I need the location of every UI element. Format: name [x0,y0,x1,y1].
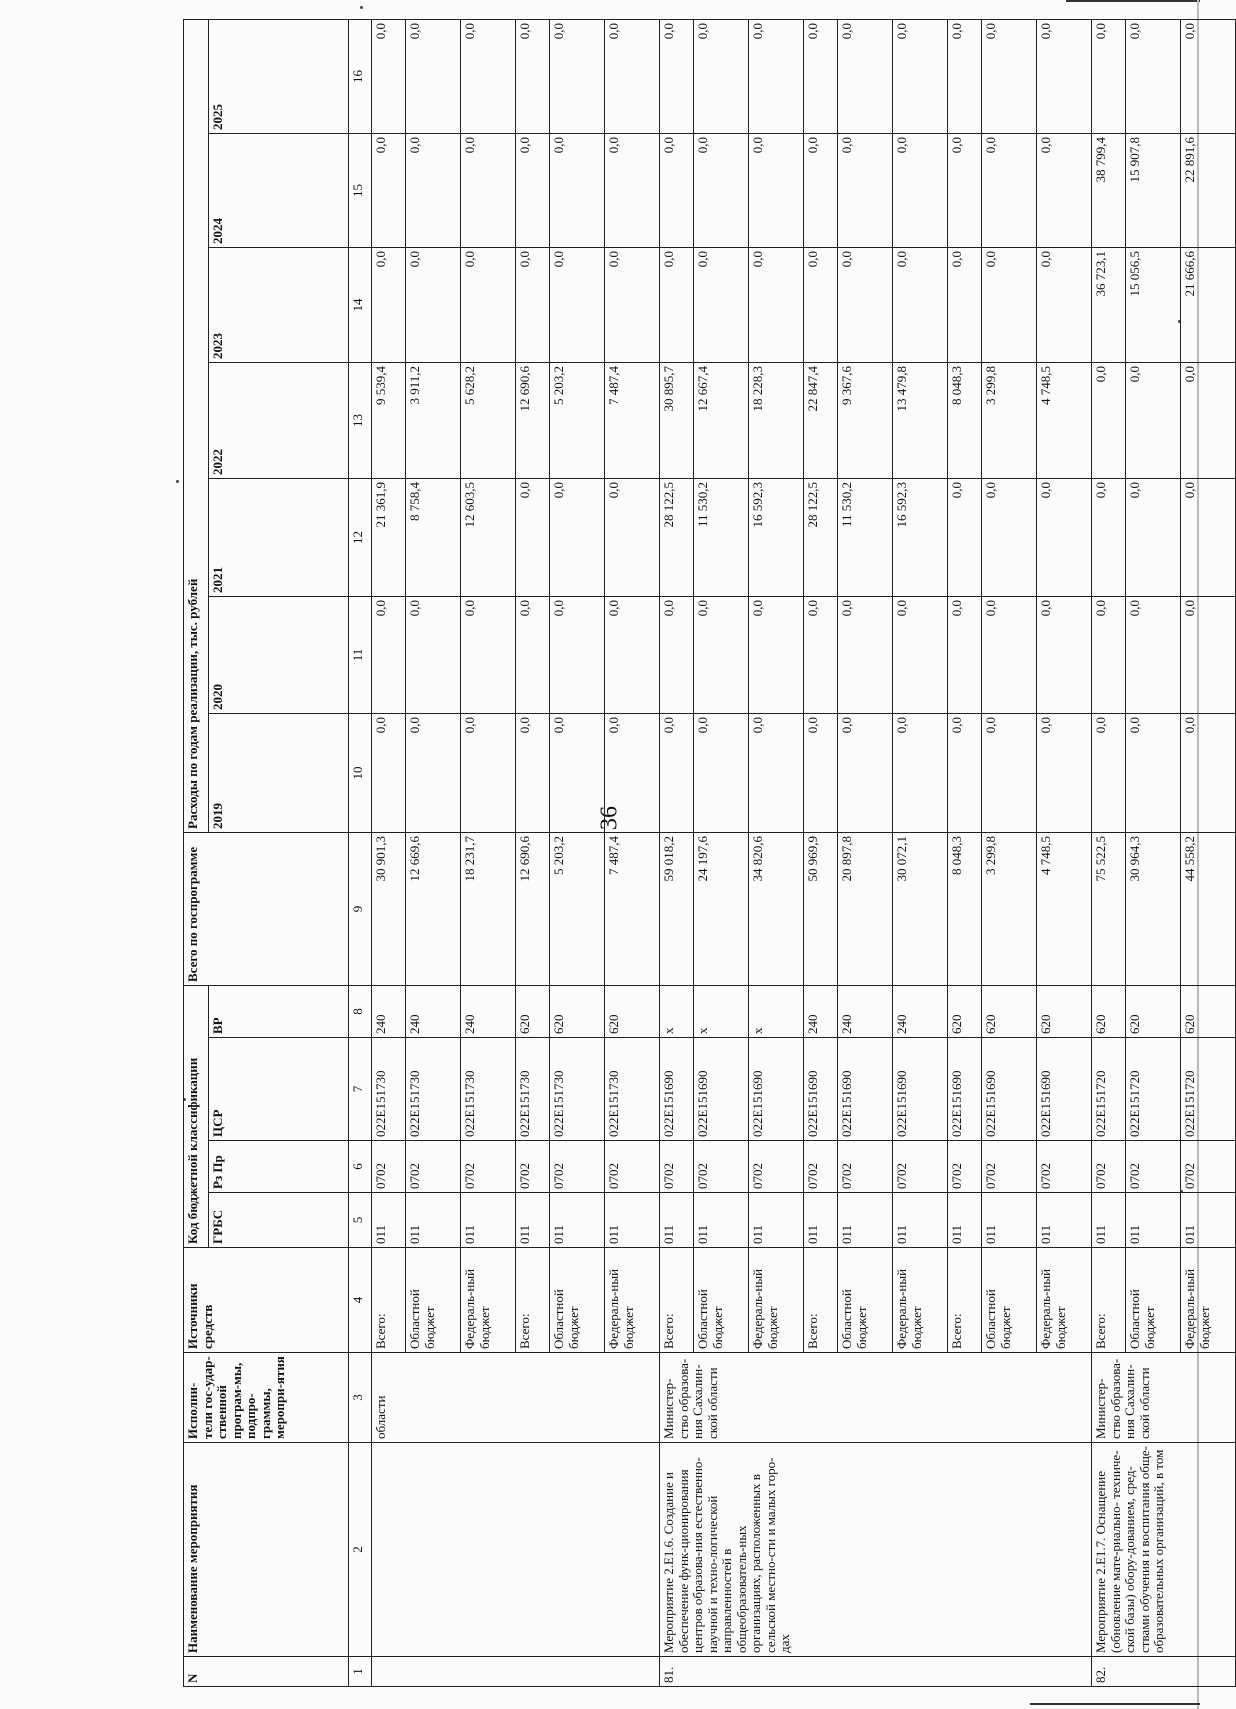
column-number: 1 [349,1657,372,1687]
cell-grbs: 011 [516,1193,550,1248]
cell-rzpr: 0702 [982,1141,1037,1193]
cell-source: Всего: [1092,1248,1126,1353]
cell-y2021: 28 122,5 [804,478,838,596]
cell-y2020: 0,0 [893,596,948,713]
cell-y2023: 0,0 [948,247,982,362]
table-row [372,19,406,1686]
cell-csr: 022E151720 [1126,1038,1181,1141]
header-executors: Исполни-тели гос-удар-ственной програм-мы, подпро-граммы, меропри-ятия [184,1353,349,1443]
cell-row-number [372,1657,660,1687]
cell-csr: 022E151690 [804,1038,838,1141]
cell-csr: 022E151730 [372,1038,406,1141]
cell-y2021: 11 530,2 [838,478,893,596]
cell-y2020: 0,0 [660,596,694,713]
cell-y2024: 0,0 [461,133,516,247]
cell-rzpr: 0702 [372,1141,406,1193]
cell-source: Федераль-ный бюджет [1037,1248,1092,1353]
cell-grbs: 011 [749,1193,804,1248]
cell-rzpr: 0702 [948,1141,982,1193]
cell-y2019: 0,0 [1181,713,1236,832]
cell-total: 4 748,5 [1037,832,1092,985]
cell-vr: 240 [372,985,406,1037]
cell-y2025: 0,0 [1037,19,1092,133]
cell-y2021: 16 592,3 [893,478,948,596]
cell-total: 50 969,9 [804,832,838,985]
cell-y2019: 0,0 [461,713,516,832]
cell-source: Всего: [660,1248,694,1353]
cell-y2025: 0,0 [694,19,749,133]
cell-vr: 240 [804,985,838,1037]
scan-speck [176,480,179,483]
table-row [660,19,694,1686]
scan-edge-line [1030,1703,1200,1705]
cell-grbs: 011 [1181,1193,1236,1248]
cell-y2020: 0,0 [982,596,1037,713]
cell-y2022: 9 539,4 [372,362,406,478]
header-year: 2022 [209,362,349,478]
cell-total: 12 669,6 [406,832,461,985]
cell-y2019: 0,0 [660,713,694,832]
cell-y2024: 0,0 [804,133,838,247]
cell-source: Федераль-ный бюджет [893,1248,948,1353]
cell-y2023: 0,0 [804,247,838,362]
cell-y2025: 0,0 [1092,19,1126,133]
cell-y2023: 0,0 [893,247,948,362]
cell-y2022: 0,0 [1181,362,1236,478]
header-vr: ВР [209,985,349,1037]
cell-rzpr: 0702 [461,1141,516,1193]
cell-grbs: 011 [550,1193,605,1248]
cell-vr: 240 [838,985,893,1037]
cell-y2022: 7 487,4 [605,362,660,478]
cell-grbs: 011 [804,1193,838,1248]
cell-source: Областной бюджет [838,1248,893,1353]
cell-csr: 022E151730 [406,1038,461,1141]
cell-y2021: 28 122,5 [660,478,694,596]
cell-y2023: 0,0 [694,247,749,362]
cell-measure-name [372,1443,660,1657]
cell-csr: 022E151690 [948,1038,982,1141]
cell-y2020: 0,0 [804,596,838,713]
cell-y2025: 0,0 [804,19,838,133]
cell-y2022: 0,0 [1126,362,1181,478]
header-year: 2019 [209,713,349,832]
cell-rzpr: 0702 [1037,1141,1092,1193]
cell-y2024: 0,0 [749,133,804,247]
cell-grbs: 011 [838,1193,893,1248]
cell-vr: 620 [982,985,1037,1037]
cell-csr: 022E151690 [749,1038,804,1141]
header-year: 2021 [209,478,349,596]
cell-rzpr: 0702 [605,1141,660,1193]
cell-y2021: 0,0 [982,478,1037,596]
cell-total: 75 522,5 [1092,832,1126,985]
cell-executor: области [372,1353,660,1443]
cell-y2022: 5 203,2 [550,362,605,478]
cell-rzpr: 0702 [406,1141,461,1193]
cell-y2021: 0,0 [605,478,660,596]
header-csr: ЦСР [209,1038,349,1141]
scan-speck [360,6,363,9]
header-name: Наименование мероприятия [184,1443,349,1657]
header-year: 2024 [209,133,349,247]
cell-total: 34 820,6 [749,832,804,985]
cell-y2021: 0,0 [1092,478,1126,596]
cell-grbs: 011 [982,1193,1037,1248]
cell-y2022: 18 228,3 [749,362,804,478]
cell-y2025: 0,0 [982,19,1037,133]
cell-total: 44 558,2 [1181,832,1236,985]
column-number: 16 [349,19,372,133]
cell-total: 30 072,1 [893,832,948,985]
cell-y2022: 4 748,5 [1037,362,1092,478]
cell-y2024: 0,0 [1037,133,1092,247]
cell-grbs: 011 [461,1193,516,1248]
cell-total: 30 964,3 [1126,832,1181,985]
column-number: 2 [349,1443,372,1657]
cell-y2024: 38 799,4 [1092,133,1126,247]
cell-y2024: 0,0 [893,133,948,247]
cell-y2025: 0,0 [605,19,660,133]
cell-y2021: 0,0 [1181,478,1236,596]
table-body [372,19,1236,1686]
cell-y2019: 0,0 [1092,713,1126,832]
column-number-row [349,19,372,1686]
cell-y2022: 5 628,2 [461,362,516,478]
column-number: 13 [349,362,372,478]
cell-rzpr: 0702 [838,1141,893,1193]
cell-y2020: 0,0 [1092,596,1126,713]
cell-executor: Министер-ство образова-ния Сахалин-ской области [660,1353,1092,1443]
cell-y2024: 0,0 [694,133,749,247]
column-number: 14 [349,247,372,362]
cell-y2023: 0,0 [550,247,605,362]
cell-total: 30 901,3 [372,832,406,985]
cell-y2020: 0,0 [948,596,982,713]
cell-y2019: 0,0 [1037,713,1092,832]
cell-y2019: 0,0 [1126,713,1181,832]
header-budget-code: Код бюджетной классификации [184,985,209,1247]
cell-csr: 022E151730 [605,1038,660,1141]
cell-y2025: 0,0 [406,19,461,133]
cell-measure-name: Мероприятие 2.E1.7. Оснащение (обновление мате-риально- техниче-ской базы) обору-дованием, сред-ствами обучения и воспитания обще-образовательных организаций, в том [1092,1443,1236,1657]
cell-total: 20 897,8 [838,832,893,985]
cell-y2021: 12 603,5 [461,478,516,596]
cell-vr: х [749,985,804,1037]
cell-y2024: 0,0 [516,133,550,247]
cell-y2019: 0,0 [605,713,660,832]
cell-y2019: 0,0 [838,713,893,832]
cell-y2021: 21 361,9 [372,478,406,596]
cell-y2022: 12 667,4 [694,362,749,478]
cell-y2025: 0,0 [749,19,804,133]
cell-y2019: 0,0 [948,713,982,832]
cell-source: Всего: [516,1248,550,1353]
cell-vr: х [660,985,694,1037]
cell-source: Областной бюджет [1126,1248,1181,1353]
header-total: Всего по госпрограмме [184,832,349,985]
cell-y2020: 0,0 [1181,596,1236,713]
header-grbs: ГРБС [209,1193,349,1248]
cell-source: Всего: [948,1248,982,1353]
cell-y2024: 0,0 [838,133,893,247]
cell-rzpr: 0702 [1181,1141,1236,1193]
cell-vr: х [694,985,749,1037]
cell-y2023: 15 056,5 [1126,247,1181,362]
cell-total: 5 203,2 [550,832,605,985]
cell-y2020: 0,0 [605,596,660,713]
cell-grbs: 011 [372,1193,406,1248]
cell-y2019: 0,0 [804,713,838,832]
cell-y2023: 0,0 [516,247,550,362]
cell-y2024: 0,0 [550,133,605,247]
column-number: 11 [349,596,372,713]
cell-y2024: 0,0 [406,133,461,247]
cell-y2022: 22 847,4 [804,362,838,478]
cell-y2023: 0,0 [461,247,516,362]
header-expenses: Расходы по годам реализации, тыс. рублей [184,19,209,832]
cell-y2023: 0,0 [406,247,461,362]
scan-edge-line [1066,0,1200,2]
cell-source: Областной бюджет [550,1248,605,1353]
cell-y2025: 0,0 [516,19,550,133]
cell-y2024: 0,0 [605,133,660,247]
cell-total: 3 299,8 [982,832,1037,985]
column-number: 10 [349,713,372,832]
cell-csr: 022E151690 [1037,1038,1092,1141]
cell-y2020: 0,0 [406,596,461,713]
cell-csr: 022E151690 [660,1038,694,1141]
cell-vr: 620 [1126,985,1181,1037]
cell-vr: 240 [406,985,461,1037]
cell-y2023: 0,0 [838,247,893,362]
cell-rzpr: 0702 [804,1141,838,1193]
cell-csr: 022E151730 [516,1038,550,1141]
column-number: 6 [349,1141,372,1193]
budget-table [183,19,1236,1687]
cell-y2019: 0,0 [893,713,948,832]
cell-csr: 022E151690 [838,1038,893,1141]
cell-source: Областной бюджет [406,1248,461,1353]
cell-y2025: 0,0 [660,19,694,133]
cell-y2021: 0,0 [1037,478,1092,596]
rotated-table-sheet [183,20,1212,1687]
cell-y2024: 0,0 [982,133,1037,247]
cell-y2025: 0,0 [1181,19,1236,133]
cell-y2020: 0,0 [516,596,550,713]
cell-y2025: 0,0 [838,19,893,133]
cell-y2020: 0,0 [1126,596,1181,713]
cell-vr: 620 [516,985,550,1037]
cell-grbs: 011 [893,1193,948,1248]
cell-vr: 620 [1092,985,1126,1037]
cell-rzpr: 0702 [1092,1141,1126,1193]
column-number: 15 [349,133,372,247]
cell-grbs: 011 [1126,1193,1181,1248]
cell-grbs: 011 [1092,1193,1126,1248]
cell-total: 8 048,3 [948,832,982,985]
cell-vr: 240 [893,985,948,1037]
cell-source: Федераль-ный бюджет [605,1248,660,1353]
cell-y2023: 36 723,1 [1092,247,1126,362]
cell-y2019: 0,0 [372,713,406,832]
cell-y2020: 0,0 [550,596,605,713]
cell-total: 7 487,4 [605,832,660,985]
cell-rzpr: 0702 [694,1141,749,1193]
cell-y2019: 0,0 [516,713,550,832]
cell-y2022: 0,0 [1092,362,1126,478]
cell-y2024: 0,0 [660,133,694,247]
cell-y2025: 0,0 [893,19,948,133]
cell-y2022: 30 895,7 [660,362,694,478]
cell-csr: 022E151730 [550,1038,605,1141]
header-sources: Источники средств [184,1248,349,1353]
cell-vr: 620 [948,985,982,1037]
cell-y2023: 0,0 [660,247,694,362]
cell-rzpr: 0702 [516,1141,550,1193]
cell-y2022: 8 048,3 [948,362,982,478]
cell-csr: 022E151730 [461,1038,516,1141]
header-year: 2025 [209,19,349,133]
cell-y2021: 0,0 [550,478,605,596]
cell-y2022: 3 911,2 [406,362,461,478]
cell-y2020: 0,0 [461,596,516,713]
cell-y2021: 8 758,4 [406,478,461,596]
cell-csr: 022E151690 [982,1038,1037,1141]
cell-y2021: 0,0 [1126,478,1181,596]
cell-y2023: 0,0 [372,247,406,362]
cell-total: 18 231,7 [461,832,516,985]
cell-y2020: 0,0 [1037,596,1092,713]
cell-y2025: 0,0 [461,19,516,133]
column-number: 5 [349,1193,372,1248]
cell-y2025: 0,0 [372,19,406,133]
header-rzpr: Рз Пр [209,1141,349,1193]
cell-y2021: 11 530,2 [694,478,749,596]
column-number: 4 [349,1248,372,1353]
cell-total: 12 690,6 [516,832,550,985]
cell-y2019: 0,0 [694,713,749,832]
cell-rzpr: 0702 [749,1141,804,1193]
cell-total: 59 018,2 [660,832,694,985]
cell-grbs: 011 [694,1193,749,1248]
cell-source: Областной бюджет [982,1248,1037,1353]
cell-grbs: 011 [406,1193,461,1248]
cell-y2024: 22 891,6 [1181,133,1236,247]
cell-vr: 620 [1181,985,1236,1037]
cell-y2022: 12 690,6 [516,362,550,478]
cell-source: Федераль-ный бюджет [461,1248,516,1353]
cell-y2024: 15 907,8 [1126,133,1181,247]
cell-grbs: 011 [1037,1193,1092,1248]
cell-y2022: 9 367,6 [838,362,893,478]
cell-measure-name: Мероприятие 2.E1.6. Создание и обеспечение функ-ционирования центров образова-ния естественно-научной и техно-логической направленностей в общеобразователь-ных организациях, расположенных в сельской местно-сти и малых горо-дах [660,1443,1092,1657]
column-number: 12 [349,478,372,596]
cell-grbs: 011 [948,1193,982,1248]
cell-y2019: 0,0 [749,713,804,832]
cell-vr: 620 [1037,985,1092,1037]
cell-y2023: 0,0 [1037,247,1092,362]
cell-rzpr: 0702 [660,1141,694,1193]
column-number: 8 [349,985,372,1037]
header-year: 2023 [209,247,349,362]
cell-y2021: 0,0 [948,478,982,596]
cell-rzpr: 0702 [550,1141,605,1193]
cell-y2025: 0,0 [948,19,982,133]
column-number: 3 [349,1353,372,1443]
cell-y2021: 16 592,3 [749,478,804,596]
cell-executor: Министер-ство образова-ния Сахалин-ской области [1092,1353,1236,1443]
cell-y2023: 0,0 [749,247,804,362]
cell-y2020: 0,0 [372,596,406,713]
cell-csr: 022E151690 [694,1038,749,1141]
cell-y2025: 0,0 [1126,19,1181,133]
cell-csr: 022E151690 [893,1038,948,1141]
cell-total: 24 197,6 [694,832,749,985]
cell-row-number: 82. [1092,1657,1236,1687]
cell-source: Областной бюджет [694,1248,749,1353]
header-year: 2020 [209,596,349,713]
header-n: N [184,1657,349,1687]
cell-y2022: 3 299,8 [982,362,1037,478]
cell-source: Федераль-ный бюджет [749,1248,804,1353]
cell-y2024: 0,0 [372,133,406,247]
column-number: 7 [349,1038,372,1141]
cell-source: Федераль-ный бюджет [1181,1248,1236,1353]
cell-y2020: 0,0 [749,596,804,713]
cell-vr: 620 [550,985,605,1037]
cell-rzpr: 0702 [893,1141,948,1193]
cell-rzpr: 0702 [1126,1141,1181,1193]
cell-y2020: 0,0 [694,596,749,713]
cell-source: Всего: [372,1248,406,1353]
cell-source: Всего: [804,1248,838,1353]
column-number: 9 [349,832,372,985]
cell-y2019: 0,0 [550,713,605,832]
cell-y2023: 0,0 [982,247,1037,362]
cell-csr: 022E151720 [1181,1038,1236,1141]
cell-y2019: 0,0 [982,713,1037,832]
cell-vr: 240 [461,985,516,1037]
table-row [1092,19,1126,1686]
cell-y2024: 0,0 [948,133,982,247]
cell-y2023: 0,0 [605,247,660,362]
cell-vr: 620 [605,985,660,1037]
cell-grbs: 011 [605,1193,660,1248]
cell-row-number: 81. [660,1657,1092,1687]
cell-y2019: 0,0 [406,713,461,832]
cell-y2025: 0,0 [550,19,605,133]
cell-y2023: 21 666,6 [1181,247,1236,362]
cell-csr: 022E151720 [1092,1038,1126,1141]
cell-y2022: 13 479,8 [893,362,948,478]
page-number: 36 [596,806,623,830]
cell-y2021: 0,0 [516,478,550,596]
cell-y2020: 0,0 [838,596,893,713]
cell-grbs: 011 [660,1193,694,1248]
